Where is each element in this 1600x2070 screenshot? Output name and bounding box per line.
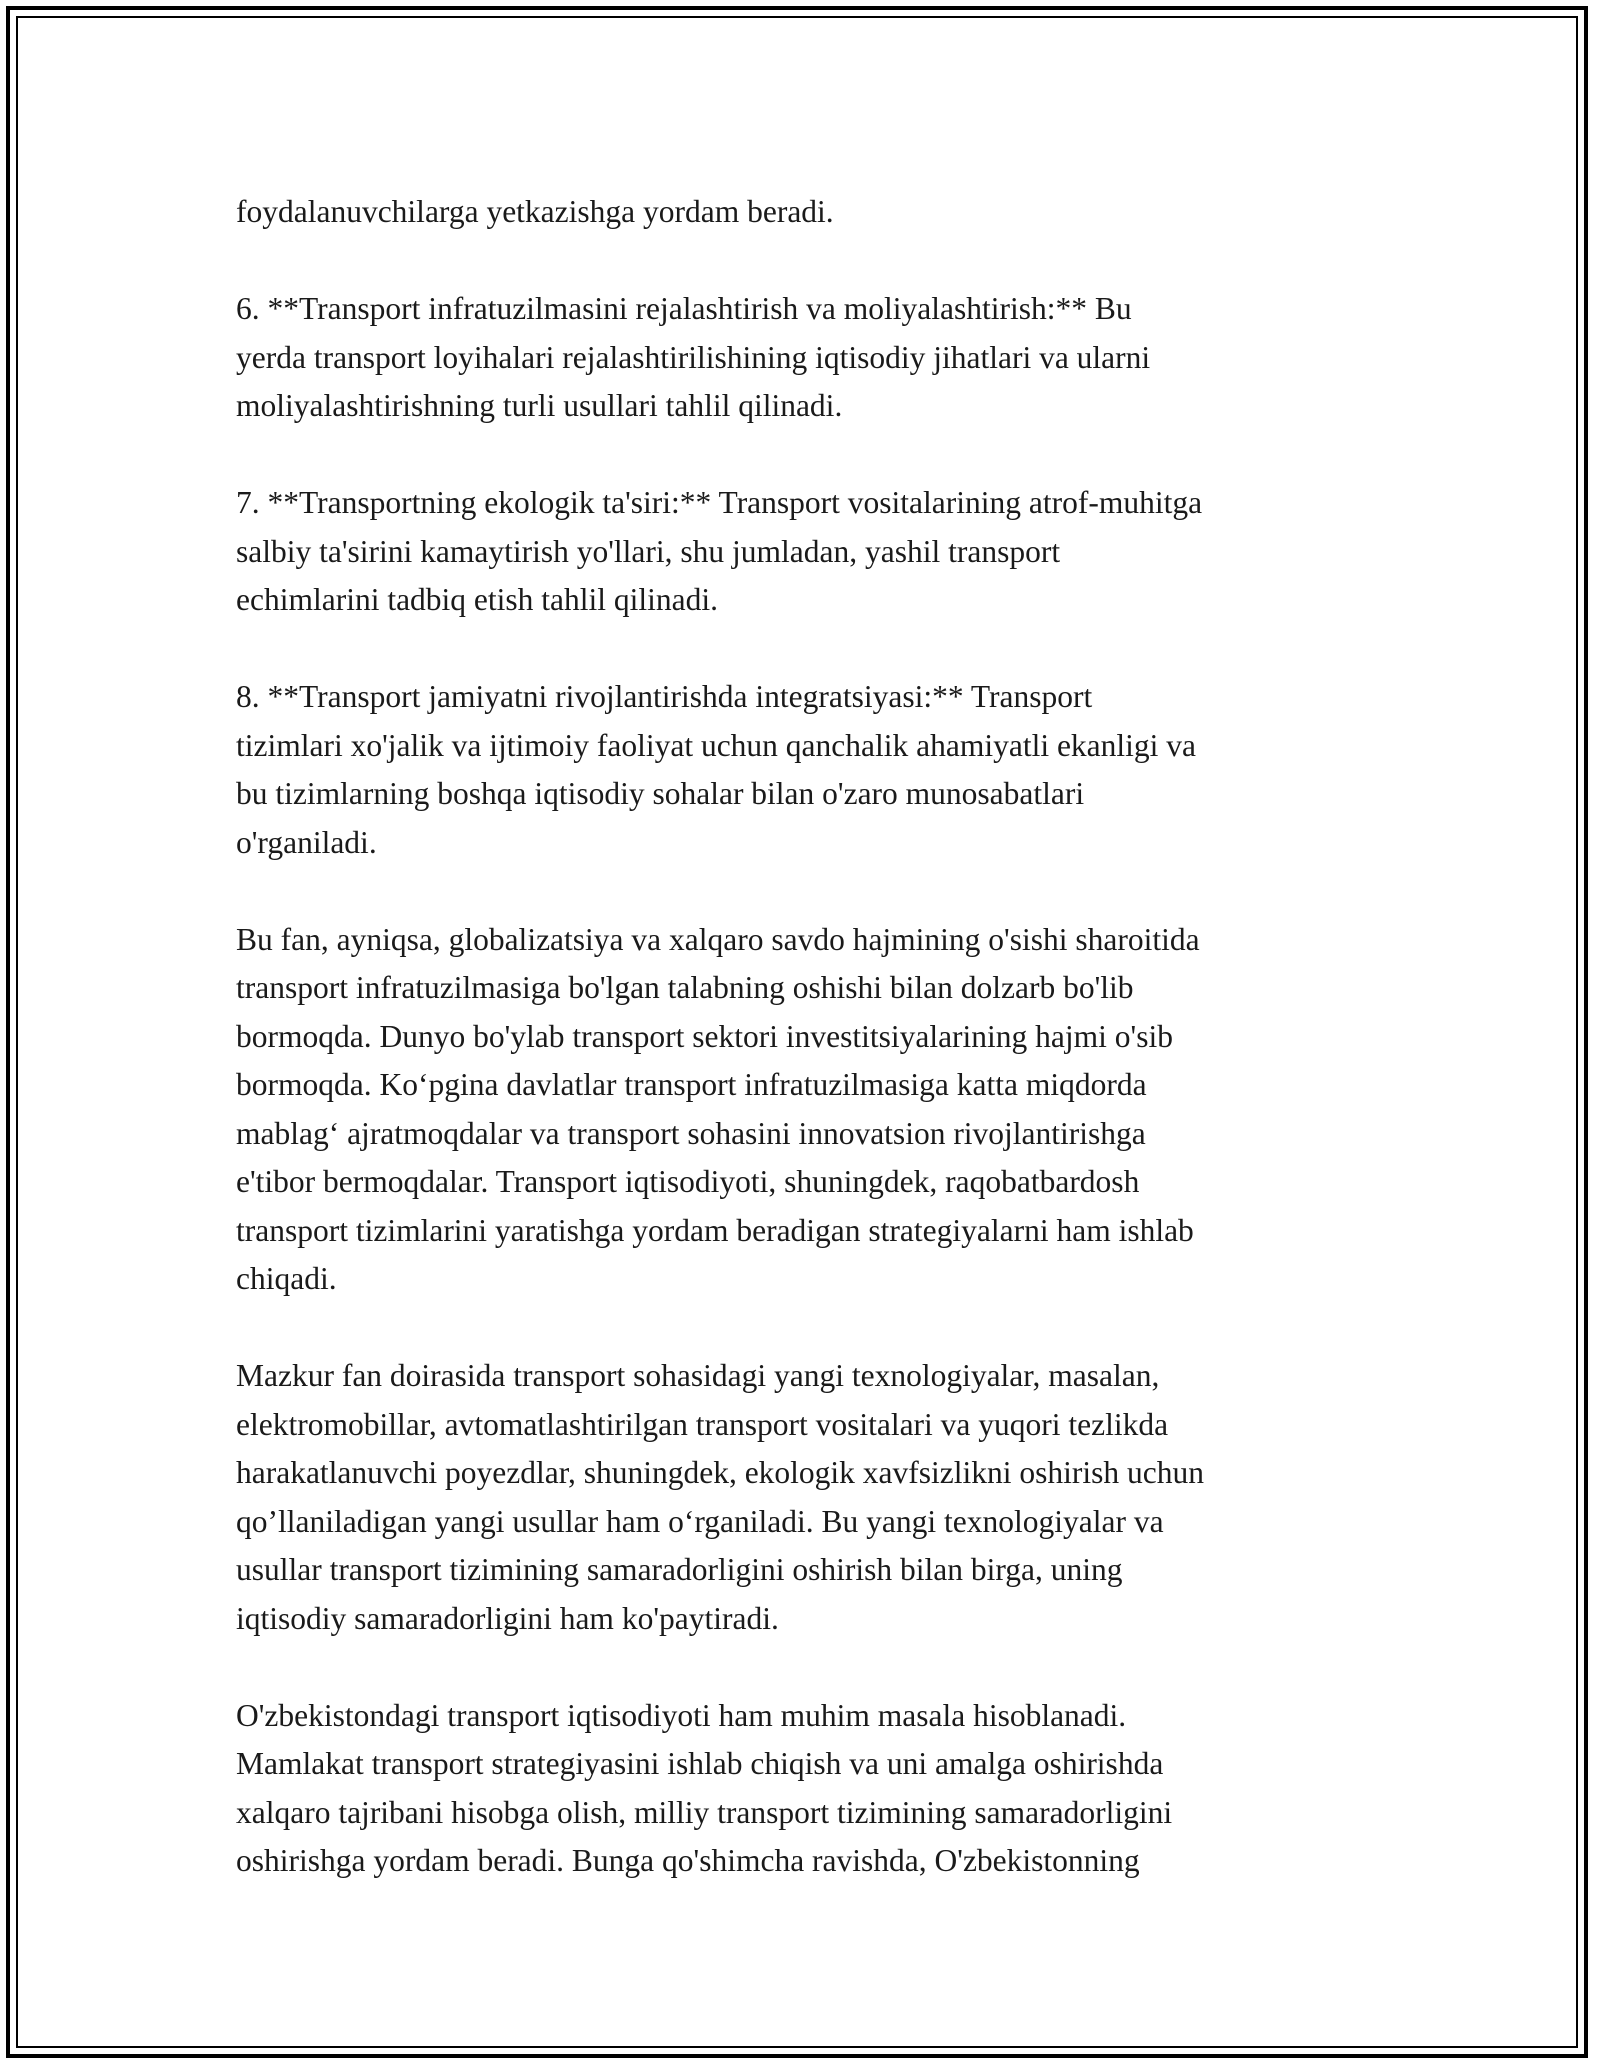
- paragraph-continuation: foydalanuvchilarga yetkazishga yordam beradi.: [236, 194, 834, 229]
- paragraph-uzbekistan: O'zbekistondagi transport iqtisodiyoti ham muhim masala hisoblanadi. Mamlakat transport strategiyasini ishlab chiqish va uni amalga oshirishda xalqaro tajribani hisobga olish, milliy transport tizimining samaradorligini oshirishga yordam beradi. Bunga qo'shimcha ravishda, O'zbekistonning: [236, 1697, 1173, 1878]
- paragraph-globalization: Bu fan, ayniqsa, globalizatsiya va xalqaro savdo hajmining o'sishi sharoitida transport infratuzilmasiga bo'lgan talabning oshishi bilan dolzarb bo'lib bormoqda. Dunyo bo'ylab transport sektori investitsiyalarining hajmi o'sib bormoqda. Ko‘pgina davlatlar transport infratuzilmasiga katta miqdorda mablag‘ ajratmoqdalar va transport sohasini innovatsion rivojlantirishga e'tibor bermoqdalar. Transport iqtisodiyoti, shuningdek, raqobatbardosh transport tizimlarini yaratishga yordam beradigan strategiyalarni ham ishlab chiqadi.: [236, 921, 1200, 1296]
- paragraph-item-7: 7. **Transportning ekologik ta'siri:** Transport vositalarining atrof-muhitga salbiy ta'sirini kamaytirish yo'llari, shu jumladan, yashil transport echimlarini tadbiq etish tahlil qilinadi.: [236, 485, 1203, 617]
- document-body: [236, 188, 1376, 1934]
- paragraph-technologies: Mazkur fan doirasida transport sohasidagi yangi texnologiyalar, masalan, elektromobillar, avtomatlashtirilgan transport vositalari va yuqori tezlikda harakatlanuvchi poyezdlar, shuningdek, ekologik xavfsizlikni oshirish uchun qo’llaniladigan yangi usullar ham o‘rganiladi. Bu yangi texnologiyalar va usullar transport tizimining samaradorligini oshirish bilan birga, uning iqtisodiy samaradorligini ham ko'paytiradi.: [236, 1358, 1205, 1636]
- paragraph-item-6: 6. **Transport infratuzilmasini rejalashtirish va moliyalashtirish:** Bu yerda transport loyihalari rejalashtirilishining iqtisodiy jihatlari va ularni moliyalashtirishning turli usullari tahlil qilinadi.: [236, 291, 1151, 423]
- paragraph-item-8: 8. **Transport jamiyatni rivojlantirishda integratsiyasi:** Transport tizimlari xo'jalik va ijtimoiy faoliyat uchun qanchalik ahamiyatli ekanligi va bu tizimlarning boshqa iqtisodiy sohalar bilan o'zaro munosabatlari o'rganiladi.: [236, 679, 1197, 860]
